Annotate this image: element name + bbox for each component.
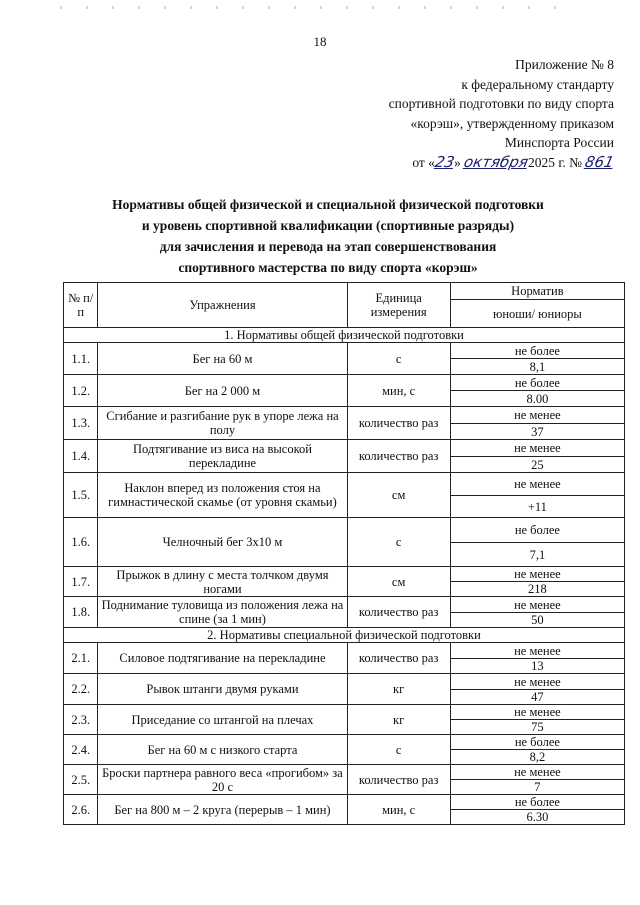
header-norm: Норматив: [450, 283, 624, 300]
norm-condition: не менее: [450, 674, 624, 690]
appendix-line: «корэш», утвержденному приказом: [410, 115, 614, 131]
norm-value: 7: [450, 780, 624, 795]
order-date-line: от «23» октября2025 г. № 861: [412, 152, 617, 171]
norm-condition: не более: [450, 735, 624, 750]
unit-of-measure: с: [347, 735, 450, 765]
norm-value: 7,1: [450, 543, 624, 567]
row-number: 1.2.: [64, 375, 98, 407]
appendix-line: Минспорта России: [504, 135, 614, 150]
norm-condition: не менее: [450, 597, 624, 613]
exercise-name: Бег на 60 м: [98, 343, 347, 375]
row-number: 1.6.: [64, 518, 98, 567]
row-number: 2.5.: [64, 765, 98, 795]
norms-table: [63, 282, 625, 825]
row-number: 2.6.: [64, 795, 98, 825]
exercise-name: Сгибание и разгибание рук в упоре лежа на полу: [98, 407, 347, 440]
appendix-line: к федеральному стандарту: [461, 76, 614, 92]
norm-value: 50: [450, 613, 624, 628]
norm-condition: не более: [450, 343, 624, 359]
norm-value: 75: [450, 720, 624, 735]
norm-condition: не менее: [450, 407, 624, 424]
header-num: № п/п: [64, 283, 98, 328]
row-number: 1.4.: [64, 440, 98, 473]
row-number: 2.3.: [64, 705, 98, 735]
exercise-name: Прыжок в длину с места толчком двумя ногами: [98, 567, 347, 597]
unit-of-measure: количество раз: [347, 765, 450, 795]
exercise-name: Рывок штанги двумя руками: [98, 674, 347, 705]
unit-of-measure: количество раз: [347, 407, 450, 440]
unit-of-measure: с: [347, 518, 450, 567]
header-exercise: Упражнения: [98, 283, 347, 328]
handwritten-number: 861: [583, 152, 617, 171]
norm-value: 47: [450, 690, 624, 705]
norm-condition: не более: [450, 795, 624, 810]
header-group: юноши/ юниоры: [450, 300, 624, 328]
appendix-header: [314, 55, 617, 172]
handwritten-day: 23: [433, 152, 457, 171]
exercise-name: Бег на 800 м – 2 круга (перерыв – 1 мин): [98, 795, 347, 825]
row-number: 1.7.: [64, 567, 98, 597]
norm-value: 6.30: [450, 810, 624, 825]
row-number: 1.1.: [64, 343, 98, 375]
exercise-name: Наклон вперед из положения стоя на гимнастической скамье (от уровня скамьи): [98, 473, 347, 518]
unit-of-measure: мин, с: [347, 795, 450, 825]
norm-value: 8,2: [450, 750, 624, 765]
norm-condition: не более: [450, 375, 624, 391]
header-unit: Единица измерения: [347, 283, 450, 328]
row-number: 2.4.: [64, 735, 98, 765]
exercise-name: Бег на 2 000 м: [98, 375, 347, 407]
unit-of-measure: кг: [347, 705, 450, 735]
unit-of-measure: с: [347, 343, 450, 375]
norm-value: 37: [450, 424, 624, 440]
exercise-name: Приседание со штангой на плечах: [98, 705, 347, 735]
norm-value: 8.00: [450, 391, 624, 407]
unit-of-measure: см: [347, 473, 450, 518]
norm-value: 218: [450, 582, 624, 597]
unit-of-measure: количество раз: [347, 597, 450, 628]
norm-condition: не менее: [450, 567, 624, 582]
row-number: 2.2.: [64, 674, 98, 705]
exercise-name: Броски партнера равного веса «прогибом» за 20 с: [98, 765, 347, 795]
unit-of-measure: мин, с: [347, 375, 450, 407]
norm-condition: не менее: [450, 705, 624, 720]
section-title: 1. Нормативы общей физической подготовки: [64, 328, 625, 343]
section-title: 2. Нормативы специальной физической подготовки: [64, 628, 625, 643]
norm-condition: не менее: [450, 765, 624, 780]
norm-condition: не менее: [450, 440, 624, 457]
norm-condition: не менее: [450, 473, 624, 496]
norm-value: +11: [450, 496, 624, 518]
norm-condition: не менее: [450, 643, 624, 659]
appendix-line: спортивной подготовки по виду спорта: [388, 96, 614, 111]
exercise-name: Челночный бег 3x10 м: [98, 518, 347, 567]
unit-of-measure: количество раз: [347, 440, 450, 473]
appendix-line: Приложение № 8: [515, 57, 614, 72]
exercise-name: Бег на 60 м с низкого старта: [98, 735, 347, 765]
norm-condition: не более: [450, 518, 624, 543]
row-number: 1.5.: [64, 473, 98, 518]
row-number: 1.8.: [64, 597, 98, 628]
norm-value: 8,1: [450, 359, 624, 375]
unit-of-measure: количество раз: [347, 643, 450, 674]
norm-value: 13: [450, 659, 624, 674]
handwritten-month: октября: [462, 152, 531, 171]
exercise-name: Силовое подтягивание на перекладине: [98, 643, 347, 674]
exercise-name: Подтягивание из виса на высокой перекладине: [98, 440, 347, 473]
exercise-name: Поднимание туловища из положения лежа на спине (за 1 мин): [98, 597, 347, 628]
norm-value: 25: [450, 457, 624, 473]
document-title: Нормативы общей физической и специальной физической подготовки и уровень спортивной квалификации (спортивные разряды) для зачисления и перевода на этап совершенствования спортивного мастерства по виду спорта «корэш»: [112, 197, 544, 275]
page-number: 18: [313, 34, 327, 49]
unit-of-measure: кг: [347, 674, 450, 705]
scan-artifact: [60, 6, 560, 9]
unit-of-measure: см: [347, 567, 450, 597]
row-number: 1.3.: [64, 407, 98, 440]
row-number: 2.1.: [64, 643, 98, 674]
